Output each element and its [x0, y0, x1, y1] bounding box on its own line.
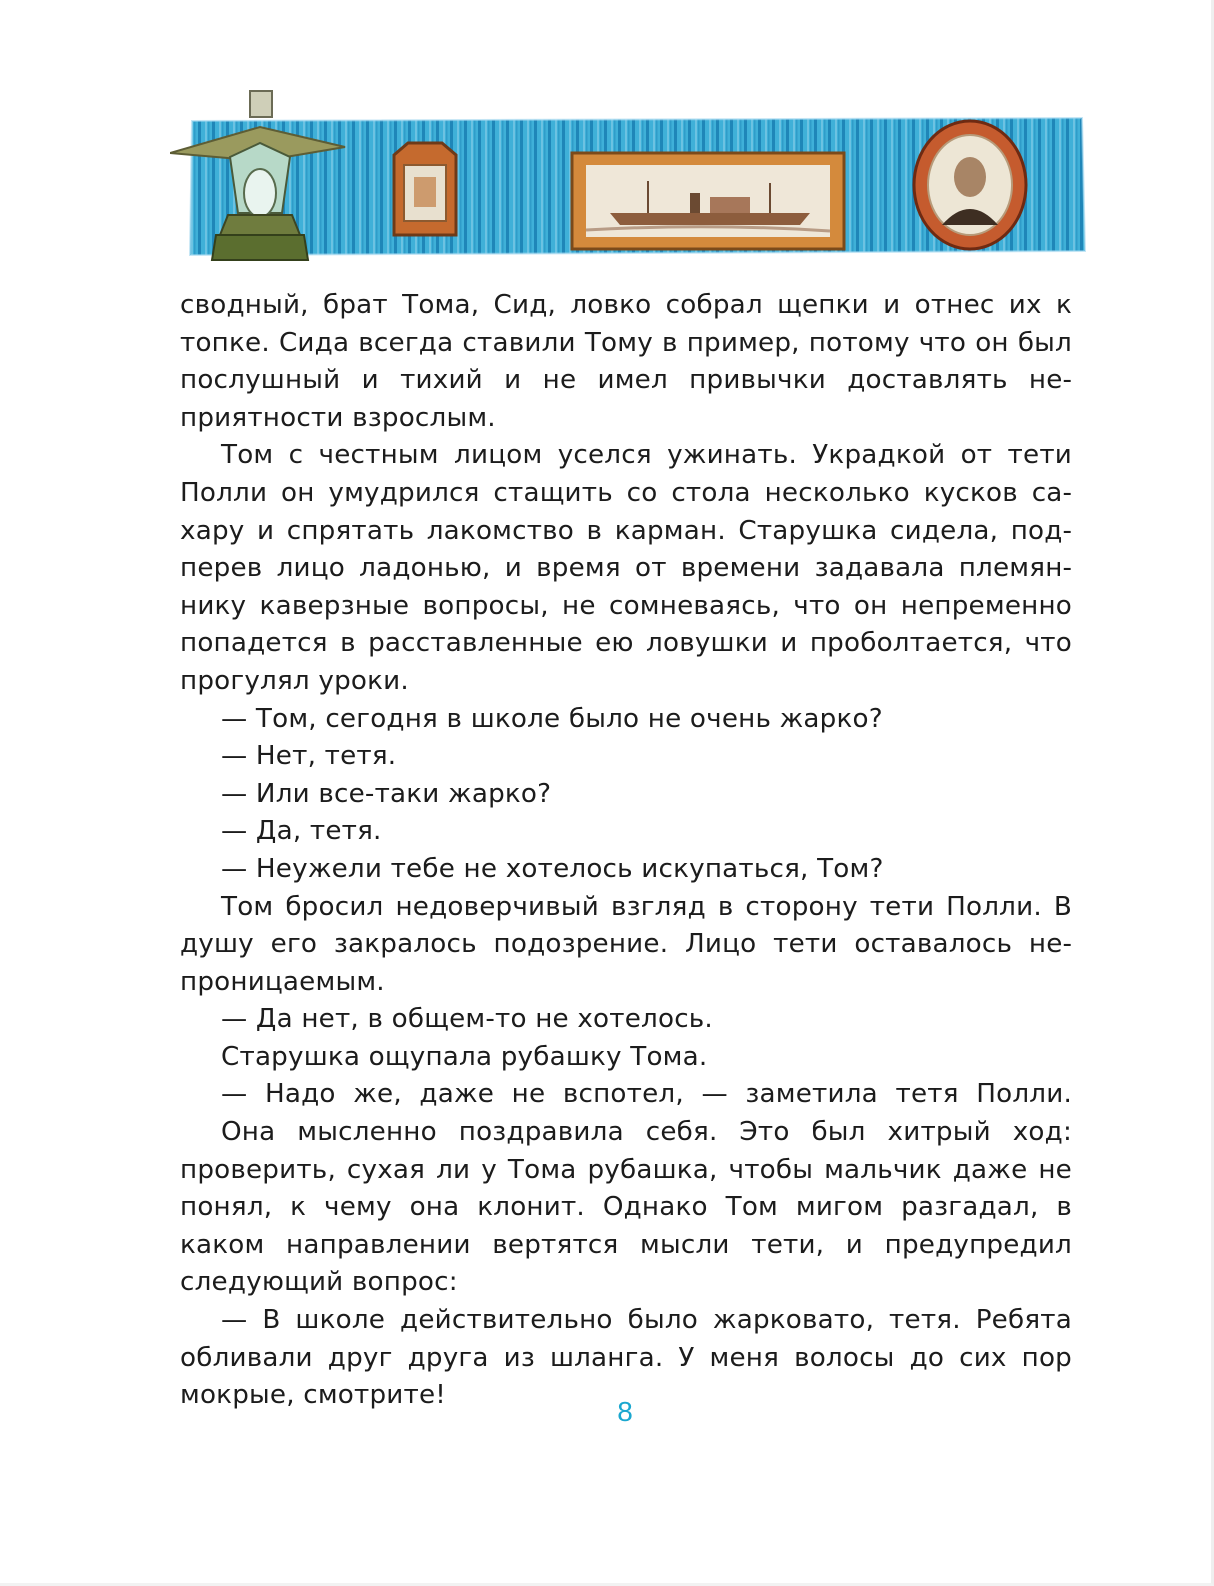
paragraph: Старушка ощупала рубашку Тома.	[221, 1041, 708, 1072]
dialogue-line: — Да, тетя.	[221, 816, 382, 847]
story-text	[180, 287, 1072, 1415]
dialogue-line: — Нет, тетя.	[221, 741, 397, 772]
paragraph: Том с честным лицом уселся ужинать. Украдкой от тети Полли он умудрился стащить со стола несколько кусков сахару и спрятать лакомство в карман. Старушка сидела, подперев лицо ладонью, и время от времени задавала племяннику каверзные вопросы, не сомневаясь, что он непременно попадется в расставленные ею ловушки и проболтается, что прогулял уроки.	[180, 440, 1072, 696]
dialogue-line: — Да нет, в общем-то не хотелось.	[221, 1004, 713, 1035]
paragraph: Она мысленно поздравила себя. Это был хитрый ход: проверить, сухая ли у Тома рубашка, чтобы мальчик даже не понял, к чему она клонит. Однако Том мигом разгадал, в каком направлении вертятся мысли тети, и предупредил следующий вопрос:	[180, 1117, 1072, 1298]
dialogue-line: — Неужели тебе не хотелось искупаться, Том?	[221, 853, 884, 884]
dialogue-line: — Или все-таки жарко?	[221, 778, 552, 809]
portrait-icon	[914, 121, 1026, 249]
dialogue-line: — Надо же, даже не вспотел, — заметила тетя Полли.	[221, 1079, 1072, 1110]
page-number: 8	[617, 1396, 633, 1427]
dialogue-line: — В школе действительно было жарковато, тетя. Ребята обливали друг друга из шланга. У меня волосы до сих пор мокрые, смотрите!	[180, 1305, 1072, 1411]
paragraph: сводный, брат Тома, Сид, ловко собрал щепки и отнес их к топке. Сида всегда ставили Тому в пример, потому что он был послушный и тихий и не имел привычки доставлять неприятности взрослым.	[180, 290, 1072, 433]
small-frame-icon	[394, 143, 456, 235]
ship-picture-icon	[572, 153, 844, 249]
paragraph: Том бросил недоверчивый взгляд в сторону тети Полли. В душу его закралось подозрение. Лицо тети оставалось непроницаемым.	[180, 891, 1072, 997]
dialogue-line: — Том, сегодня в школе было не очень жарко?	[221, 703, 883, 734]
header-illustration	[170, 85, 1090, 270]
